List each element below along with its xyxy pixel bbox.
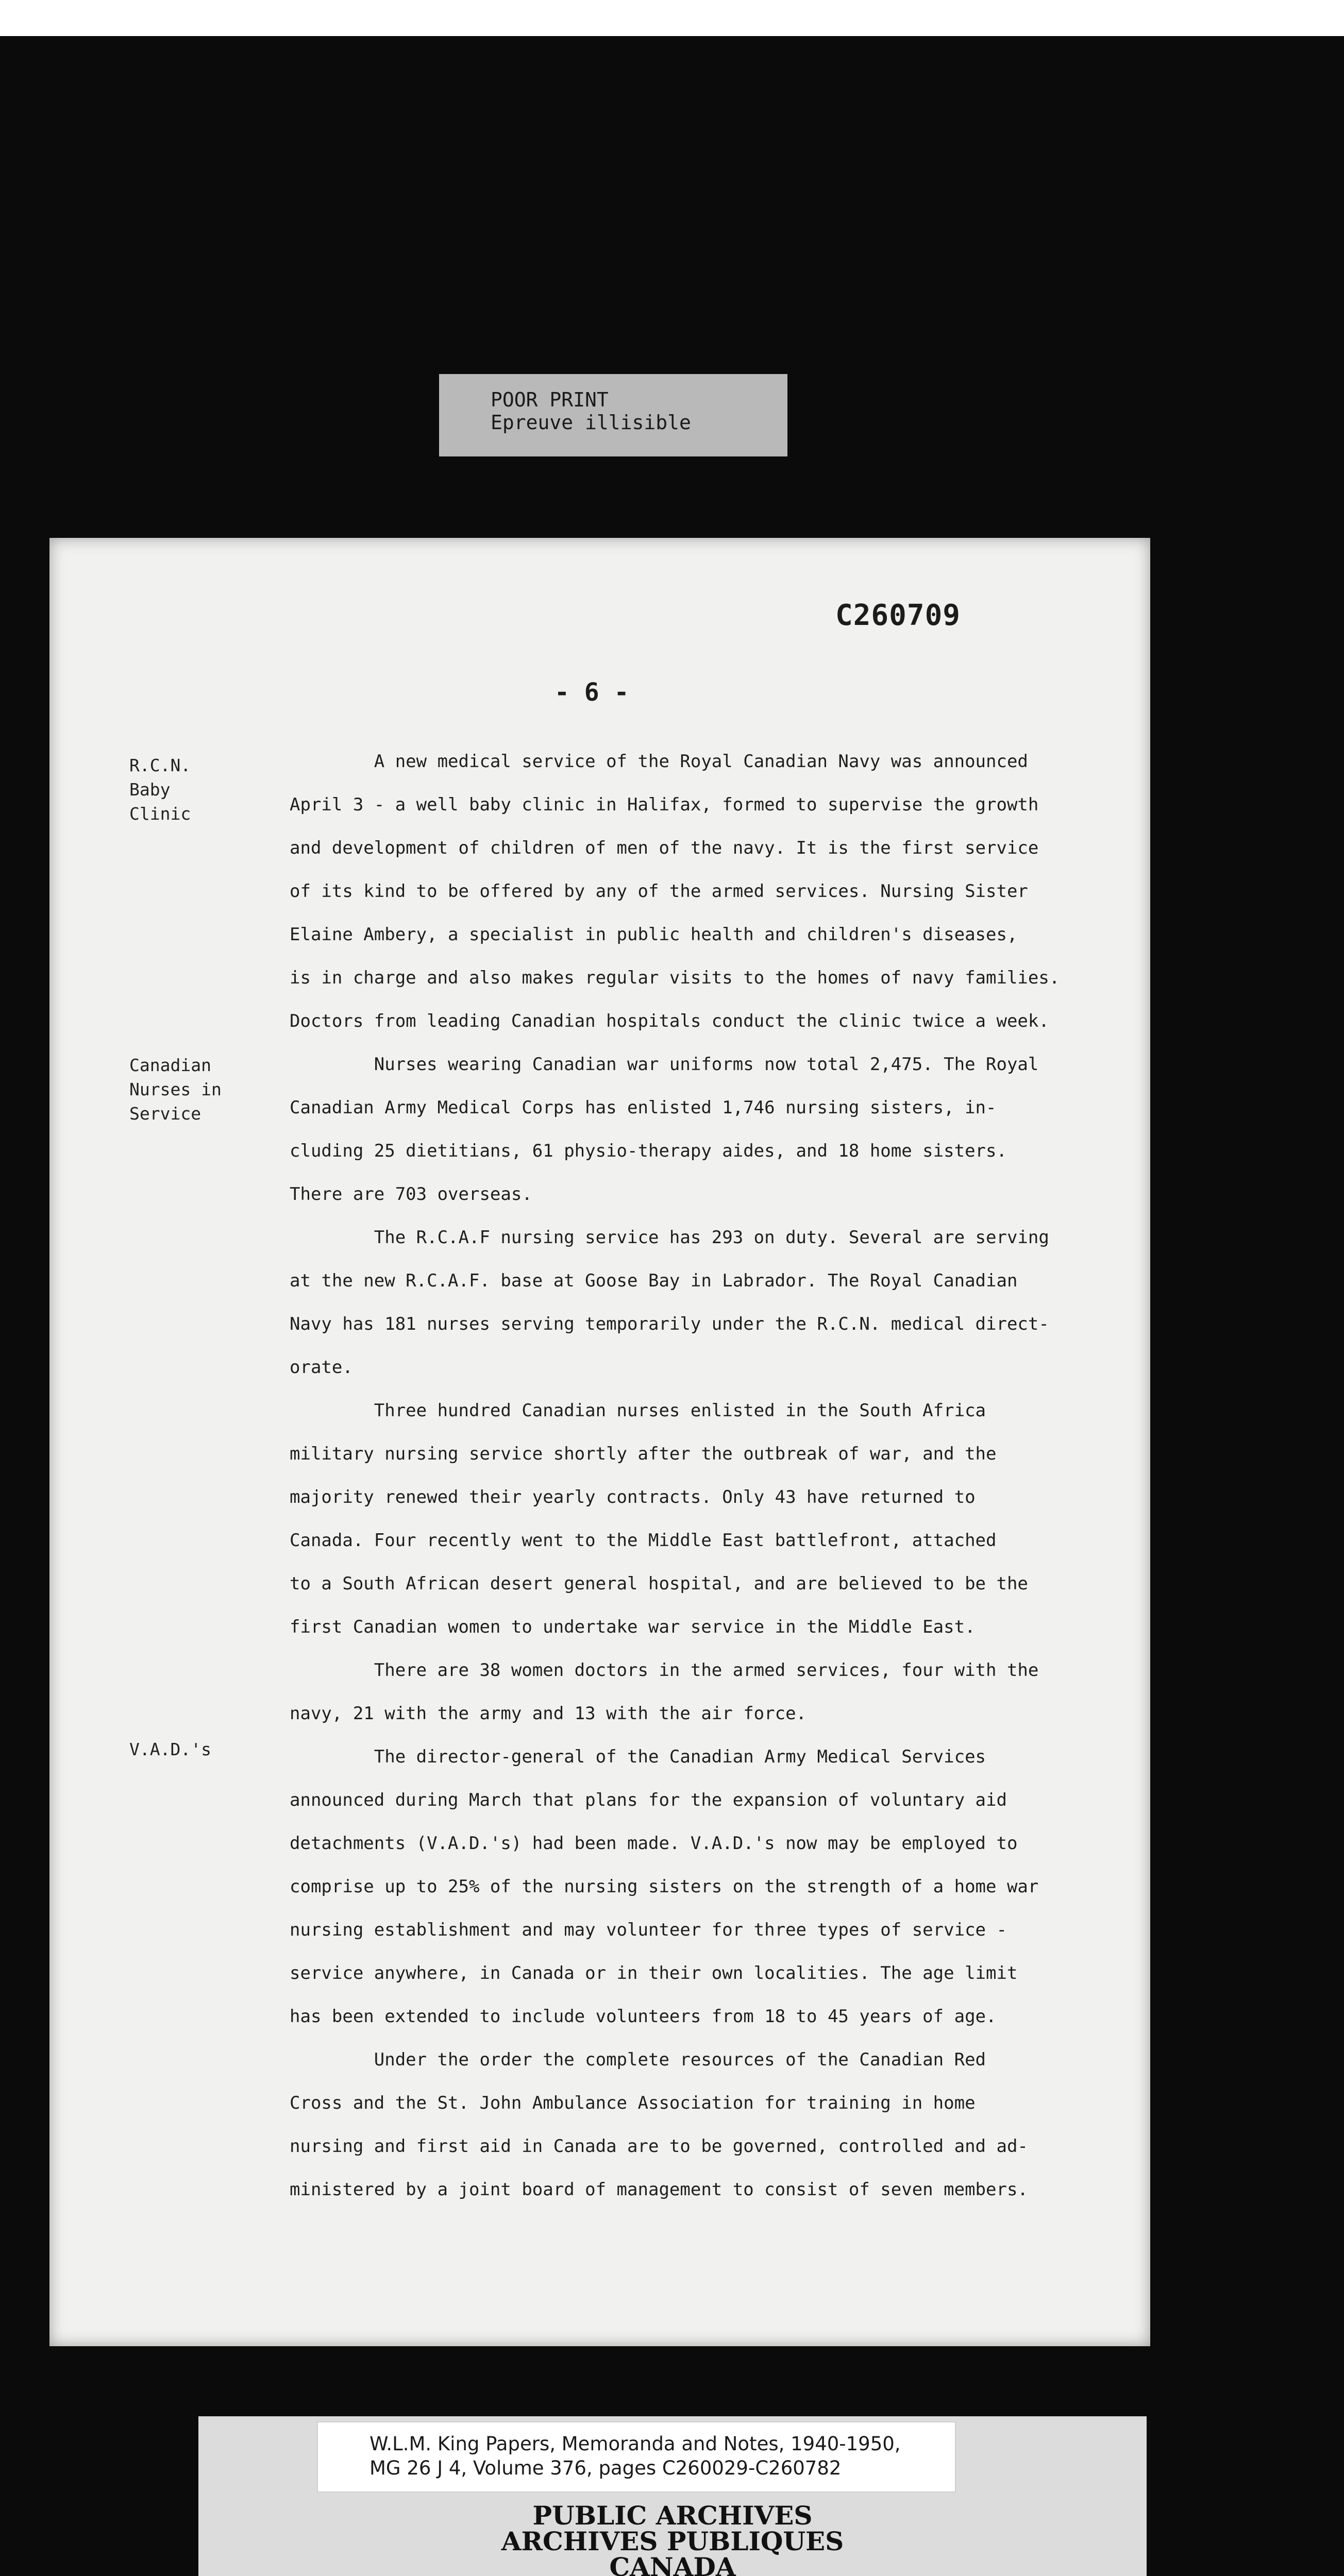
text-line: Three hundred Canadian nurses enlisted in the South Africa <box>290 1400 986 1421</box>
text-line: service anywhere, in Canada or in their own localities. The age limit <box>290 1963 1018 1984</box>
text-line: announced during March that plans for the expansion of voluntary aid <box>290 1790 1007 1810</box>
margin-note-line: V.A.D.'s <box>129 1739 211 1759</box>
text-line: of its kind to be offered by any of the armed services. Nursing Sister <box>290 881 1028 902</box>
text-line: navy, 21 with the army and 13 with the air force. <box>290 1703 807 1724</box>
text-line: majority renewed their yearly contracts. Only 43 have returned to <box>290 1487 976 1507</box>
text-line: comprise up to 25% of the nursing sisters on the strength of a home war <box>290 1876 1039 1897</box>
text-line: ministered by a joint board of management to consist of seven members. <box>290 2179 1028 2200</box>
text-line: Navy has 181 nurses serving temporarily under the R.C.N. medical direct- <box>290 1314 1049 1334</box>
text-line: military nursing service shortly after the outbreak of war, and the <box>290 1444 997 1464</box>
margin-note-line: Service <box>129 1104 201 1124</box>
archives-line-french: ARCHIVES PUBLIQUES <box>501 2526 844 2556</box>
text-line: nursing and first aid in Canada are to be governed, controlled and ad- <box>290 2136 1028 2157</box>
text-line: A new medical service of the Royal Canadian Navy was announced <box>290 751 1028 772</box>
text-line: Cross and the St. John Ambulance Association for training in home <box>290 2093 976 2113</box>
margin-note-vads <box>129 1737 211 1761</box>
archive-label-card <box>198 2416 1147 2576</box>
text-line: to a South African desert general hospital, and are believed to be the <box>290 1573 1028 1594</box>
margin-note-rcn-baby-clinic <box>129 753 191 826</box>
text-line: at the new R.C.A.F. base at Goose Bay in Labrador. The Royal Canadian <box>290 1270 1018 1291</box>
document-page <box>49 538 1150 2346</box>
margin-note-line: R.C.N. <box>129 755 191 775</box>
margin-note-line: Clinic <box>129 804 191 824</box>
text-line: cluding 25 dietitians, 61 physio-therapy aides, and 18 home sisters. <box>290 1141 1007 1161</box>
text-line: orate. <box>290 1357 353 1378</box>
text-line: There are 703 overseas. <box>290 1184 532 1205</box>
text-line: is in charge and also makes regular visits to the homes of navy families. <box>290 968 1060 988</box>
text-line: Doctors from leading Canadian hospitals conduct the clinic twice a week. <box>290 1011 1049 1031</box>
text-line: nursing establishment and may volunteer for three types of service - <box>290 1920 1007 1940</box>
collection-line: MG 26 J 4, Volume 376, pages C260029-C260782 <box>369 2457 842 2479</box>
typed-body-text <box>290 740 1135 2211</box>
text-line: Elaine Ambery, a specialist in public health and children's diseases, <box>290 924 1018 945</box>
text-line: has been extended to include volunteers from 18 to 45 years of age. <box>290 2006 997 2027</box>
document-id: C260709 <box>835 599 961 632</box>
collection-line: W.L.M. King Papers, Memoranda and Notes, 1940-1950, <box>369 2433 901 2455</box>
poor-print-stamp <box>439 374 787 456</box>
text-line: The R.C.A.F nursing service has 293 on duty. Several are serving <box>290 1227 1049 1248</box>
top-margin-strip <box>0 0 1344 36</box>
text-line: Under the order the complete resources of the Canadian Red <box>290 2049 986 2070</box>
margin-note-line: Baby <box>129 779 171 800</box>
text-line: first Canadian women to undertake war service in the Middle East. <box>290 1617 976 1637</box>
text-line: April 3 - a well baby clinic in Halifax, formed to supervise the growth <box>290 794 1039 815</box>
text-line: Nurses wearing Canadian war uniforms now total 2,475. The Royal <box>290 1054 1039 1075</box>
text-line: and development of children of men of the navy. It is the first service <box>290 838 1039 858</box>
margin-note-line: Canadian <box>129 1055 211 1075</box>
archives-title <box>198 2500 1147 2576</box>
margin-note-canadian-nurses <box>129 1053 222 1126</box>
text-line: detachments (V.A.D.'s) had been made. V.A.D.'s now may be employed to <box>290 1833 1018 1854</box>
text-line: Canada. Four recently went to the Middle East battlefront, attached <box>290 1530 997 1551</box>
archives-line-english: PUBLIC ARCHIVES <box>532 2500 813 2531</box>
margin-note-line: Nurses in <box>129 1079 222 1099</box>
stamp-line-french: Epreuve illisible <box>491 411 691 434</box>
stamp-line-english: POOR PRINT <box>491 388 609 411</box>
text-line: There are 38 women doctors in the armed services, four with the <box>290 1660 1039 1681</box>
collection-reference <box>317 2421 956 2493</box>
page-number: - 6 - <box>555 678 629 707</box>
text-line: Canadian Army Medical Corps has enlisted 1,746 nursing sisters, in- <box>290 1097 997 1118</box>
text-line: The director-general of the Canadian Army Medical Services <box>290 1747 986 1767</box>
archives-line-country: CANADA <box>609 2552 736 2576</box>
